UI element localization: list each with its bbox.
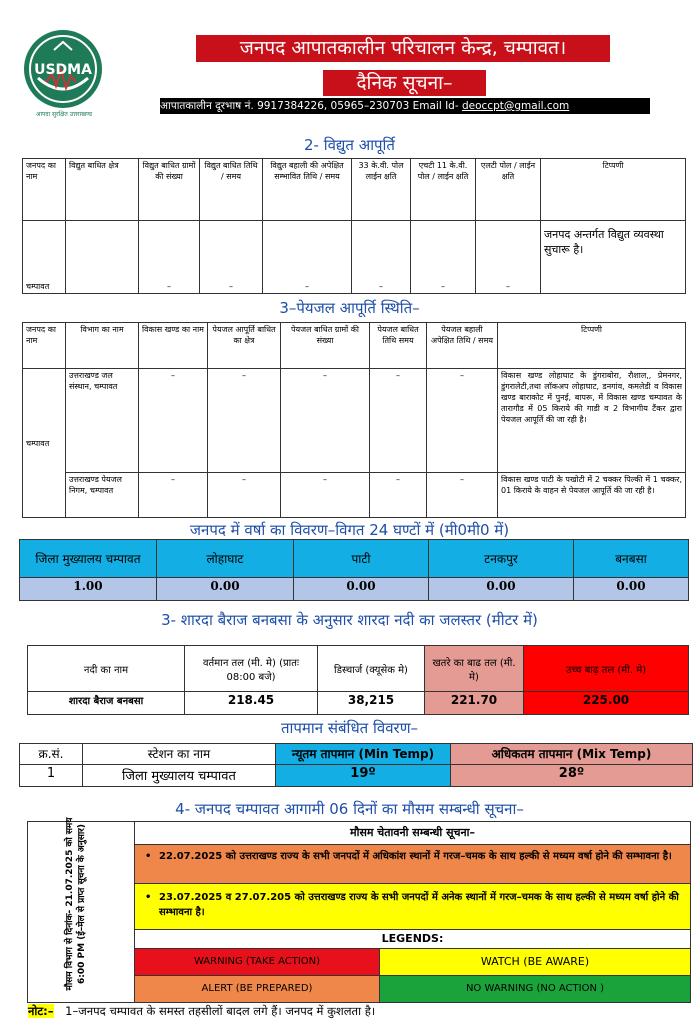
forecast-box [27,817,691,1003]
water-remark: विकास खण्ड लोहाघाट के डुंगराबोरा, रौशाल,, प्रेमनगर, डुंगरालेटी,तथा लॉकअप लोहाघाट, डनगांव, कमलेडी व विकास खण्ड बाराकोट में पुनई, बापरू, में विकास खण्ड चम्पावत के तारागौड में 05 किराये की गाडी व 2 विभागीय टैंकर द्वारा पेयजल आपूर्ति की जा रही है। [498,369,686,473]
district-cell [23,369,66,518]
water-header: विभाग का नाम [66,323,139,369]
district-name: चम्पावत [26,282,50,291]
cell [66,221,139,294]
temp-table [19,743,693,787]
usdma-logo [24,30,102,108]
river-value: 221.70 [425,692,524,715]
rain-header: बनबसा [574,540,689,578]
water-header: पेयजल बाधित ग्रामों की संख्या [281,323,370,369]
power-header: विद्युत बाधित क्षेत्र [66,159,139,221]
rain-value: 0.00 [294,578,429,601]
bullet-icon: • [145,851,152,862]
legend-alert: ALERT (BE PREPARED) [135,976,380,1002]
note-text: 1–जनपद चम्पावत के समस्त तहसीलों बादल लगे हैं। जनपद में कुशलता है। [65,1004,376,1018]
power-header: विद्युत बाधित तिथि / समय [200,159,263,221]
cell [352,221,411,294]
cell [411,221,476,294]
cell [200,221,263,294]
forecast-item-yellow [135,884,690,930]
email-link[interactable]: deoccpt@gmail.com [461,100,570,112]
legend-warning: WARNING (TAKE ACTION) [135,949,380,976]
dash: – [139,369,208,473]
cell [139,221,200,294]
water-header: विकास खण्ड का नाम [139,323,208,369]
dash: – [427,369,498,473]
contact-text: आपातकालीन दूरभाष नं. 9917384226, 05965–230703 Email Id- [160,100,462,112]
contact-bar [160,98,650,114]
rain-value: 0.00 [157,578,294,601]
power-header: जनपद का नाम [23,159,66,221]
temp-section-title: तापमान संबंधित विवरण– [280,719,419,737]
water-header: जनपद का नाम [23,323,66,369]
river-name: शारदा बैराज बनबसा [28,692,185,715]
river-section-title: 3- शारदा बैराज बनबसा के अनुसार शारदा नदी का जलस्तर (मीटर में) [161,611,538,629]
water-table [22,322,686,518]
dash: – [281,369,370,473]
dash: – [370,473,427,518]
river-header: वर्तमान तल (मी. मे) (प्रातः 08:00 बजे) [185,646,318,692]
header [0,0,699,118]
rain-header: जिला मुख्यालय चम्पावत [20,540,157,578]
note-label: नोट:– [28,1004,54,1018]
rain-header: पाटी [294,540,429,578]
power-table [22,158,686,294]
power-section-title: 2- विद्युत आपूर्ति [303,136,395,154]
temp-value: जिला मुख्यालय चम्पावत [83,764,276,786]
temp-header: अधिकतम तापमान (Mix Temp) [451,744,693,765]
dash: – [208,369,281,473]
rain-value: 0.00 [574,578,689,601]
forecast-heading: मौसम चेतावनी सम्बन्धी सूचना– [135,822,690,845]
forecast-item-text: 23.07.2025 व 27.07.205 को उत्तराखण्ड राज्य के सभी जनपदों में अनेक स्थानों में गरज–चमक के साथ हल्की से मध्यम वर्षा होने की सम्भावना है। [159,892,679,918]
water-header: पेयजल आपूर्ति बाधित का क्षेत्र [208,323,281,369]
forecast-item-text: 22.07.2025 को उत्तराखण्ड राज्य के सभी जनपदों में अधिकांश स्थानों में गरज–चमक के साथ हल्की से मध्यम वर्षा होने की सम्भावना है। [159,851,672,862]
river-header: डिस्चार्ज (क्यूसेक मे) [318,646,425,692]
table-row [23,369,686,473]
rain-header: टनकपुर [429,540,574,578]
river-header: खतरे का बाढ तल (मी. मे) [425,646,524,692]
cell [476,221,541,294]
district-name: चम्पावत [26,438,50,448]
temp-value: 1 [20,764,83,786]
forecast-item-orange [135,845,690,884]
temp-header: न्यूतम तापमान (Min Temp) [276,744,451,765]
water-header: पेयजल बहाली अपेक्षित तिथि / समय [427,323,498,369]
river-value: 38,215 [318,692,425,715]
logo-text: USDMA [34,62,92,78]
power-header: एलटी पोल / लाईन क्षति [476,159,541,221]
note [28,1004,688,1019]
river-value: 225.00 [524,692,689,715]
water-header: टिप्पणी [498,323,686,369]
power-header: विद्युत बहाली की अपेक्षित सम्भावित तिथि / समय [263,159,352,221]
power-header: टिप्पणी [541,159,686,221]
temp-header: क्र.सं. [20,744,83,765]
rain-section-title: जनपद में वर्षा का विवरण–विगत 24 घण्टों में (मी0मी0 में) [189,521,510,539]
page-subtitle: दैनिक सूचना– [323,70,486,96]
dash: – [305,282,309,291]
dash: – [139,473,208,518]
bullet-icon: • [145,892,152,903]
power-header: 33 के.वी. पोल लाईन क्षति [352,159,411,221]
dash: – [167,282,171,291]
logo-tagline: आपदा सुरक्षित उत्तराखण्ड [35,111,93,118]
dept-cell: उत्तराखण्ड जल संस्थान, चम्पावत [66,369,139,473]
power-header: एचटी 11 के.वी. पोल / लाईन क्षति [411,159,476,221]
district-cell [23,221,66,294]
rain-value: 0.00 [429,578,574,601]
temp-value: 28º [451,764,693,786]
water-section-title: 3–पेयजल आपूर्ति स्थिति– [279,299,420,317]
dash: – [427,473,498,518]
river-value: 218.45 [185,692,318,715]
dash: – [506,282,510,291]
cell [263,221,352,294]
temp-value: 19º [276,764,451,786]
legends-title: LEGENDS: [135,930,690,949]
water-header: पेयजल बाधित तिथि समय [370,323,427,369]
rain-header: लोहाघाट [157,540,294,578]
water-remark: विकास खण्ड पाटी के पखोटी में 2 चक्कर पिल्की में 1 चक्कर, 01 किराये के वाहन से पेयजल आपूर्ति की जा रही है। [498,473,686,518]
rain-table [19,539,689,601]
power-remark: जनपद अन्तर्गत विद्युत व्यवस्था सुचारू है। [541,221,686,294]
rain-value: 1.00 [20,578,157,601]
river-header: उच्च बाढ़ तल (मी. मे) [524,646,689,692]
dash: – [208,473,281,518]
temp-header: स्टेशन का नाम [83,744,276,765]
table-row [23,473,686,518]
legend-watch: WATCH (BE AWARE) [380,949,690,976]
river-table [27,645,689,715]
forecast-section-title: 4- जनपद चम्पावत आगामी 06 दिनों का मौसम सम्बन्धी सूचना– [175,800,524,818]
dash: – [370,369,427,473]
legend-no-warning: NO WARNING (NO ACTION ) [380,976,690,1002]
dept-cell: उत्तराखण्ड पेयजल निगम, चम्पावत [66,473,139,518]
river-header: नदी का नाम [28,646,185,692]
page-title: जनपद आपातकालीन परिचालन केन्द्र, चम्पावत। [196,35,610,62]
dash: – [379,282,383,291]
dash: – [281,473,370,518]
dash: – [441,282,445,291]
forecast-side-text: मौसम विभाग से दिनांक- 21.07.2025 को समय 6:00 PM (ई–मेल से प्राप्त सूचना के अनुसार) [65,817,87,991]
forecast-side [28,817,135,1002]
dash: – [229,282,233,291]
power-header: विद्युत बाधित ग्रामों की संख्या [139,159,200,221]
